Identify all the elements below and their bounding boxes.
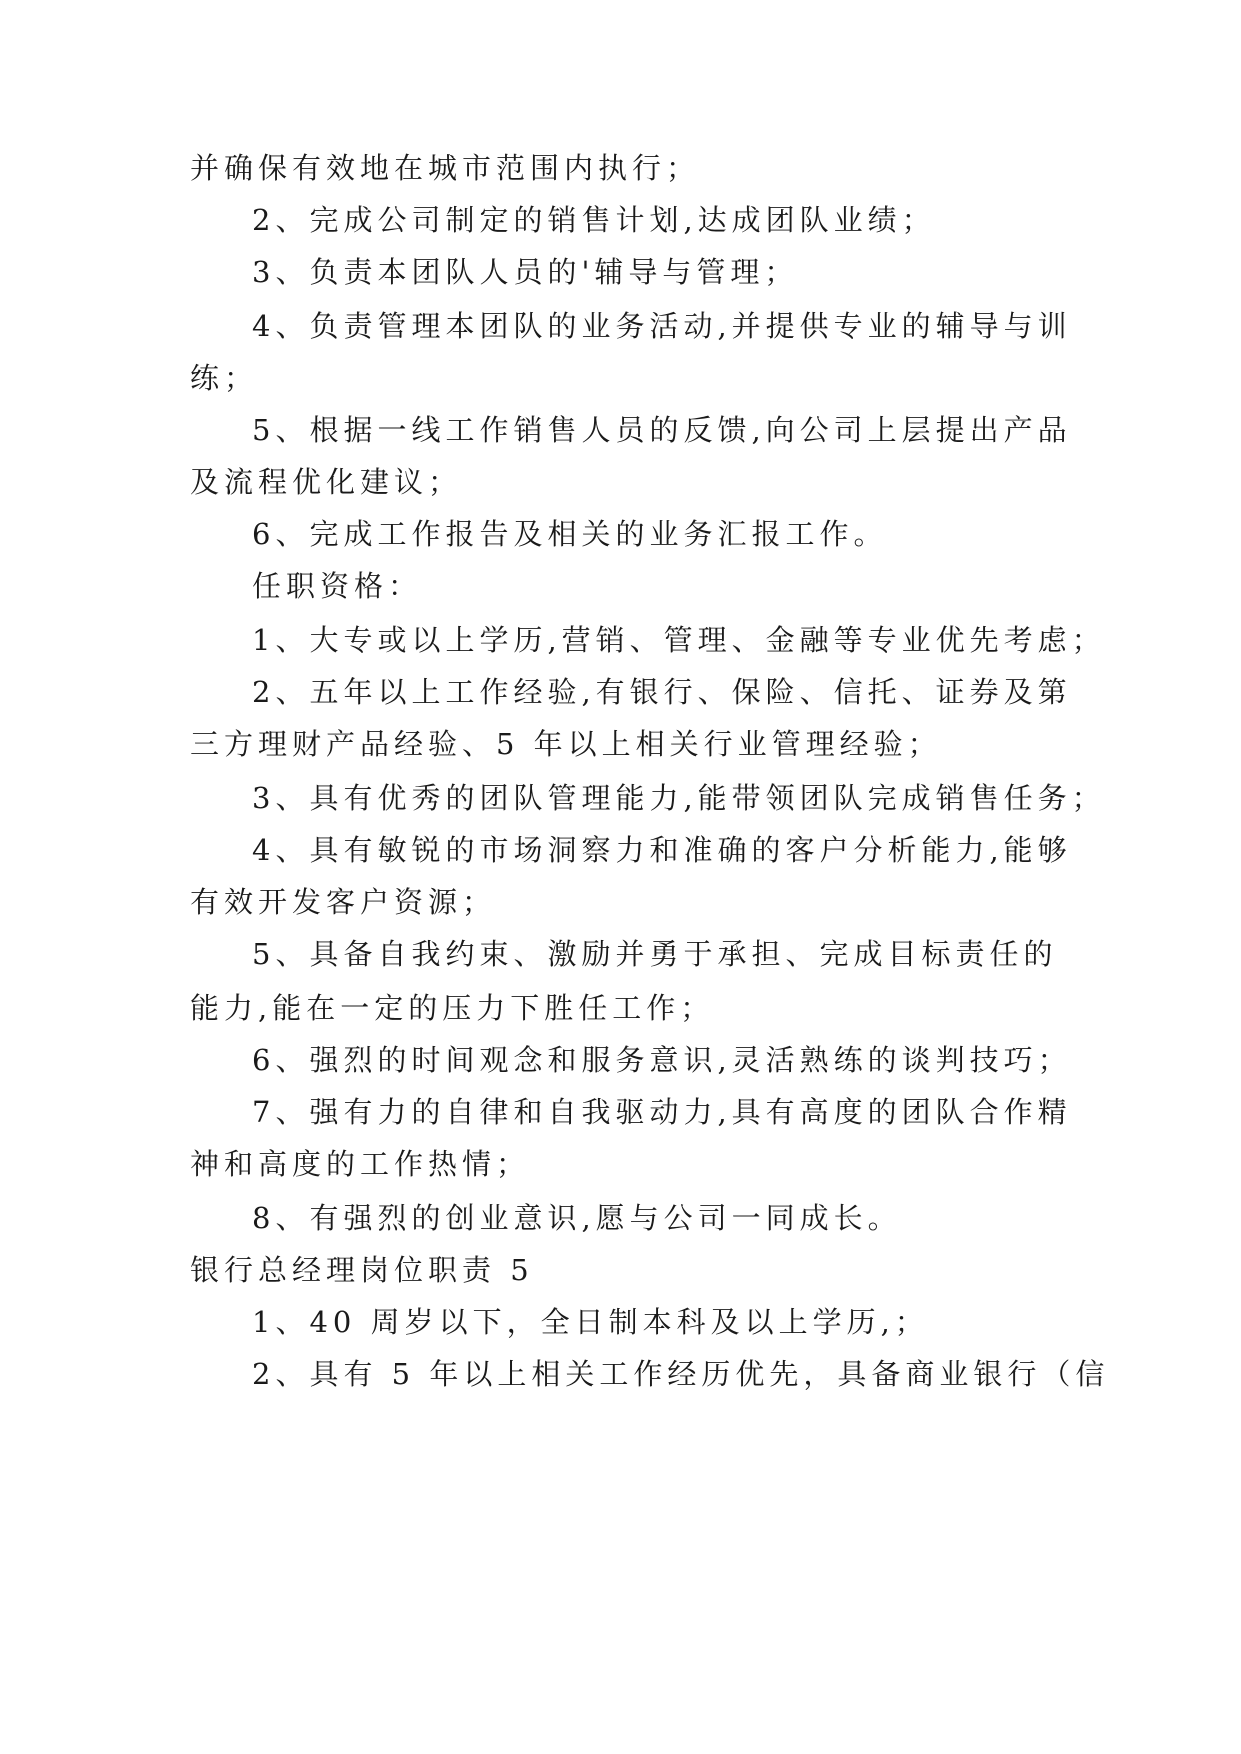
text-line: 5、根据一线工作销售人员的反馈,向公司上层提出产品	[252, 413, 1072, 447]
text-line: 及流程优化建议；	[190, 465, 463, 499]
text-line: 4、具有敏锐的市场洞察力和准确的客户分析能力,能够	[252, 833, 1072, 867]
text-line: 能力,能在一定的压力下胜任工作；	[190, 991, 715, 1025]
text-line: 有效开发客户资源；	[190, 885, 497, 919]
section-label: 任职资格：	[252, 569, 423, 603]
text-line: 7、强有力的自律和自我驱动力,具有高度的团队合作精	[252, 1095, 1072, 1129]
text-line: 2、五年以上工作经验,有银行、保险、信托、证券及第	[252, 675, 1072, 709]
text-line: 6、强烈的时间观念和服务意识,灵活熟练的谈判技巧；	[252, 1043, 1072, 1077]
text-line: 4、负责管理本团队的业务活动,并提供专业的辅导与训	[252, 309, 1072, 343]
text-line: 神和高度的工作热情；	[190, 1147, 531, 1181]
text-line: 1、40 周岁以下，全日制本科及以上学历,；	[252, 1305, 929, 1339]
text-line: 2、完成公司制定的销售计划,达成团队业绩；	[252, 203, 936, 237]
text-line: 1、大专或以上学历,营销、管理、金融等专业优先考虑；	[252, 623, 1106, 657]
section-heading: 银行总经理岗位职责 5	[190, 1253, 534, 1287]
text-line: 6、完成工作报告及相关的业务汇报工作。	[252, 517, 888, 551]
text-line: 练；	[190, 361, 259, 395]
text-line: 5、具备自我约束、激励并勇于承担、完成目标责任的	[252, 937, 1058, 971]
text-line: 8、有强烈的创业意识,愿与公司一同成长。	[252, 1201, 902, 1235]
text-line: 三方理财产品经验、5 年以上相关行业管理经验；	[190, 727, 942, 761]
text-line: 3、具有优秀的团队管理能力,能带领团队完成销售任务；	[252, 781, 1106, 815]
text-line: 3、负责本团队人员的'辅导与管理；	[252, 255, 799, 289]
text-line: 2、具有 5 年以上相关工作经历优先，具备商业银行（信	[252, 1357, 1110, 1391]
text-line: 并确保有效地在城市范围内执行；	[190, 151, 701, 185]
